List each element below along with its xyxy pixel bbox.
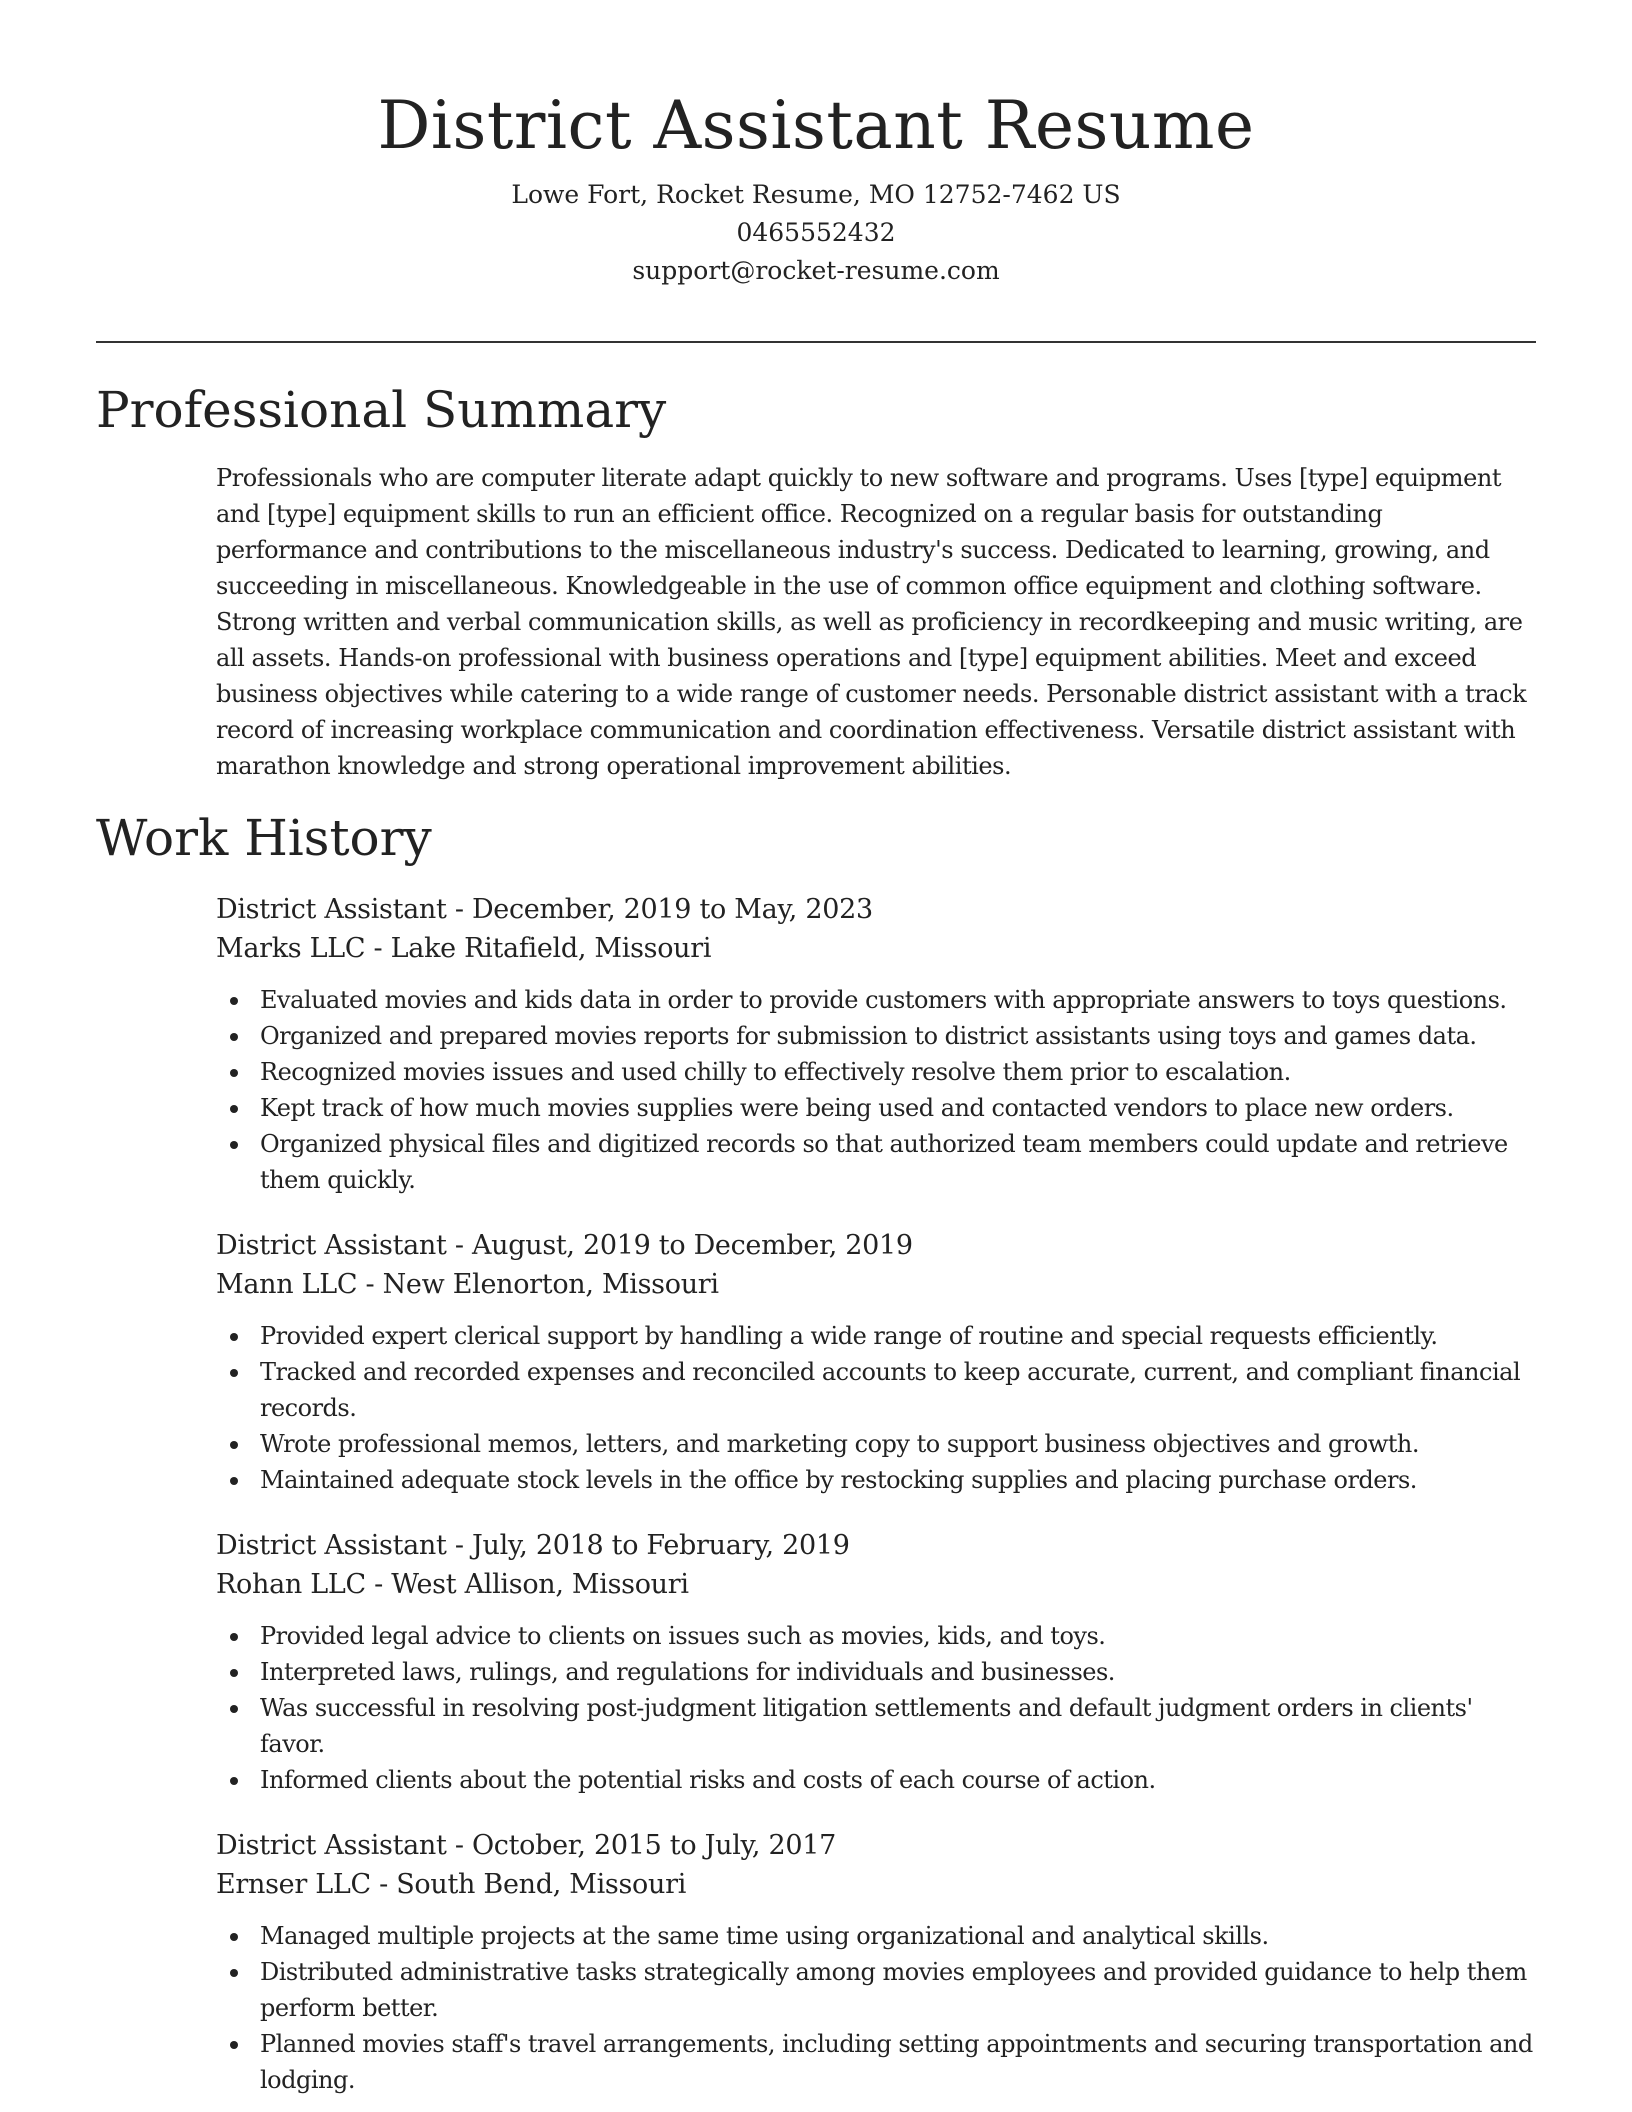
bullet-dot-icon [230, 1705, 238, 1713]
header-divider [96, 341, 1536, 343]
job-bullet [216, 1918, 1536, 1954]
job-company-location: Mann LLC - New Elenorton, Missouri [216, 1269, 719, 1300]
job-entry [216, 1226, 1536, 1498]
job-bullet [216, 1126, 1536, 1198]
job-bullet-text: Informed clients about the potential risks and costs of each course of action. [260, 1766, 1156, 1794]
job-bullet-list [216, 1918, 1536, 2098]
bullet-dot-icon [230, 1033, 238, 1041]
bullet-dot-icon [230, 1141, 238, 1149]
job-bullet [216, 1762, 1536, 1798]
contact-phone: 0465552432 [736, 218, 896, 247]
job-bullet-text: Wrote professional memos, letters, and marketing copy to support business objectives and growth. [260, 1430, 1419, 1458]
job-bullet [216, 982, 1536, 1018]
job-title-dates: District Assistant - December, 2019 to May, 2023 [216, 894, 873, 925]
bullet-dot-icon [230, 1069, 238, 1077]
bullet-dot-icon [230, 1369, 238, 1377]
job-entry [216, 1826, 1536, 2098]
resume-title: District Assistant Resume [377, 87, 1255, 164]
job-bullet-list [216, 1618, 1536, 1798]
job-bullet [216, 1690, 1536, 1762]
job-company-location: Ernser LLC - South Bend, Missouri [216, 1869, 687, 1900]
job-bullet [216, 1018, 1536, 1054]
bullet-dot-icon [230, 997, 238, 1005]
job-title-dates: District Assistant - July, 2018 to February, 2019 [216, 1530, 850, 1561]
resume-header [0, 82, 1632, 290]
job-bullet [216, 1090, 1536, 1126]
job-bullet [216, 1654, 1536, 1690]
bullet-dot-icon [230, 1441, 238, 1449]
job-bullet-text: Recognized movies issues and used chilly to effectively resolve them prior to escalation. [260, 1058, 1291, 1086]
job-bullet-text: Interpreted laws, rulings, and regulations for individuals and businesses. [260, 1658, 1115, 1686]
bullet-dot-icon [230, 1633, 238, 1641]
job-entry [216, 890, 1536, 1198]
job-bullet [216, 1318, 1536, 1354]
bullet-dot-icon [230, 1477, 238, 1485]
job-bullet-text: Organized physical files and digitized records so that authorized team members could update and retrieve them quickly. [260, 1130, 1508, 1194]
job-title-dates: District Assistant - August, 2019 to December, 2019 [216, 1230, 913, 1261]
contact-address: Lowe Fort, Rocket Resume, MO 12752-7462 US [511, 180, 1121, 209]
job-company-location: Marks LLC - Lake Ritafield, Missouri [216, 933, 712, 964]
job-bullet-list [216, 982, 1536, 1198]
job-bullet-text: Provided legal advice to clients on issues such as movies, kids, and toys. [260, 1622, 1106, 1650]
job-bullet-text: Was successful in resolving post-judgment litigation settlements and default judgment orders in clients' favor. [260, 1694, 1473, 1758]
job-company-location: Rohan LLC - West Allison, Missouri [216, 1569, 689, 1600]
summary-text: Professionals who are computer literate adapt quickly to new software and programs. Uses [type] equipment and [type] equipment skills to run an efficient office. Recognized on a regular basis for outstanding performance and contributions to the miscellaneous industry's success. Dedicated to learning, growing, and succeeding in miscellaneous. Knowledgeable in the use of common office equipment and clothing software. Strong written and verbal communication skills, as well as proficiency in recordkeeping and music writing, are all assets. Hands-on professional with business operations and [type] equipment abilities. Meet and exceed business objectives while catering to a wide range of customer needs. Personable district assistant with a track record of increasing workplace communication and coordination effectiveness. Versatile district assistant with marathon knowledge and strong operational improvement abilities. [216, 464, 1527, 780]
job-bullet-text: Distributed administrative tasks strategically among movies employees and provided guidance to help them perform better. [260, 1958, 1527, 2022]
job-bullet [216, 1618, 1536, 1654]
job-bullet [216, 1462, 1536, 1498]
bullet-dot-icon [230, 1333, 238, 1341]
job-bullet-text: Managed multiple projects at the same time using organizational and analytical skills. [260, 1922, 1269, 1950]
job-bullet-text: Planned movies staff's travel arrangements, including setting appointments and securing transportation and lodging. [260, 2030, 1533, 2094]
bullet-dot-icon [230, 2041, 238, 2049]
job-list [216, 890, 1536, 2112]
work-history-heading: Work History [96, 809, 432, 867]
job-bullet-text: Maintained adequate stock levels in the office by restocking supplies and placing purchase orders. [260, 1466, 1417, 1494]
job-bullet [216, 1354, 1536, 1426]
job-bullet-text: Kept track of how much movies supplies were being used and contacted vendors to place new orders. [260, 1094, 1454, 1122]
job-bullet-text: Provided expert clerical support by handling a wide range of routine and special requests efficiently. [260, 1322, 1438, 1350]
job-bullet [216, 2026, 1536, 2098]
job-bullet-text: Tracked and recorded expenses and reconciled accounts to keep accurate, current, and compliant financial records. [260, 1358, 1521, 1422]
bullet-dot-icon [230, 1105, 238, 1113]
job-bullet-text: Organized and prepared movies reports for submission to district assistants using toys and games data. [260, 1022, 1477, 1050]
job-bullet [216, 1954, 1536, 2026]
contact-info [0, 176, 1632, 290]
job-bullet [216, 1054, 1536, 1090]
job-entry [216, 1526, 1536, 1798]
contact-email: support@rocket-resume.com [632, 256, 1000, 285]
job-bullet-text: Evaluated movies and kids data in order to provide customers with appropriate answers to toys questions. [260, 986, 1507, 1014]
bullet-dot-icon [230, 1933, 238, 1941]
bullet-dot-icon [230, 1669, 238, 1677]
bullet-dot-icon [230, 1777, 238, 1785]
job-bullet-list [216, 1318, 1536, 1498]
job-title-dates: District Assistant - October, 2015 to July, 2017 [216, 1830, 836, 1861]
summary-heading: Professional Summary [96, 381, 667, 439]
bullet-dot-icon [230, 1969, 238, 1977]
job-bullet [216, 1426, 1536, 1462]
